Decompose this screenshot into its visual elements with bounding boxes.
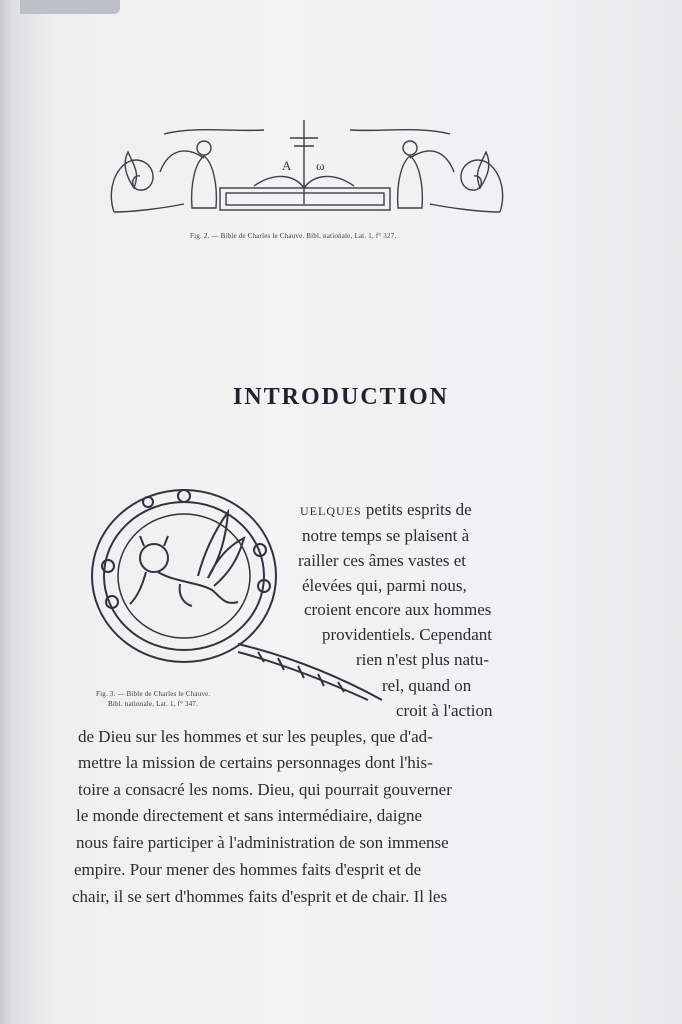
- page-edge-tab: [20, 0, 120, 14]
- text-line-16: chair, il se sert d'hommes faits d'esprit et de chair. Il les: [72, 887, 448, 906]
- lead-small-caps: uelques: [300, 500, 362, 519]
- text-line-11: mettre la mission de certains personnages dont l'his-: [78, 753, 433, 772]
- text-line-7: rien n'est plus natu-: [356, 650, 489, 669]
- text-line-4: élevées qui, parmi nous,: [302, 576, 467, 595]
- text-line-3: railler ces âmes vastes et: [298, 551, 467, 570]
- text-line-8: rel, quand on: [382, 676, 472, 695]
- text-line-10: de Dieu sur les hommes et sur les peuples, que d'ad-: [78, 727, 433, 746]
- text-line-5: croient encore aux hommes: [304, 600, 492, 619]
- omega-letter: ω: [316, 158, 325, 173]
- figure-3-caption-line-1: Fig. 3. — Bible de Charles le Chauve.: [96, 690, 211, 698]
- text-line-15: empire. Pour mener des hommes faits d'esprit et de: [74, 860, 422, 879]
- text-line-9: croit à l'action: [396, 701, 493, 720]
- text-line-2: notre temps se plaisent à: [302, 526, 470, 545]
- ornamental-headpiece-illustration: [104, 112, 510, 224]
- alpha-letter: A: [282, 158, 292, 173]
- text-line-6: providentiels. Cependant: [322, 625, 492, 644]
- text-line-13: le monde directement et sans intermédiaire, daigne: [76, 806, 423, 825]
- text-line-12: toire a consacré les noms. Dieu, qui pourrait gouverner: [78, 780, 452, 799]
- figure-2-caption: Fig. 2. — Bible de Charles le Chauve. Bibl. nationale, Lat. 1, f° 327.: [190, 232, 397, 240]
- chapter-title: INTRODUCTION: [232, 384, 450, 410]
- text-line-1: [300, 500, 472, 520]
- text-line-1-rest: petits esprits de: [365, 500, 472, 519]
- book-spine-shadow: [0, 0, 14, 1024]
- text-line-14: nous faire participer à l'administration de son immense: [76, 833, 449, 852]
- figure-3-caption-line-2: Bibl. nationale, Lat. 1, f° 347.: [108, 700, 199, 708]
